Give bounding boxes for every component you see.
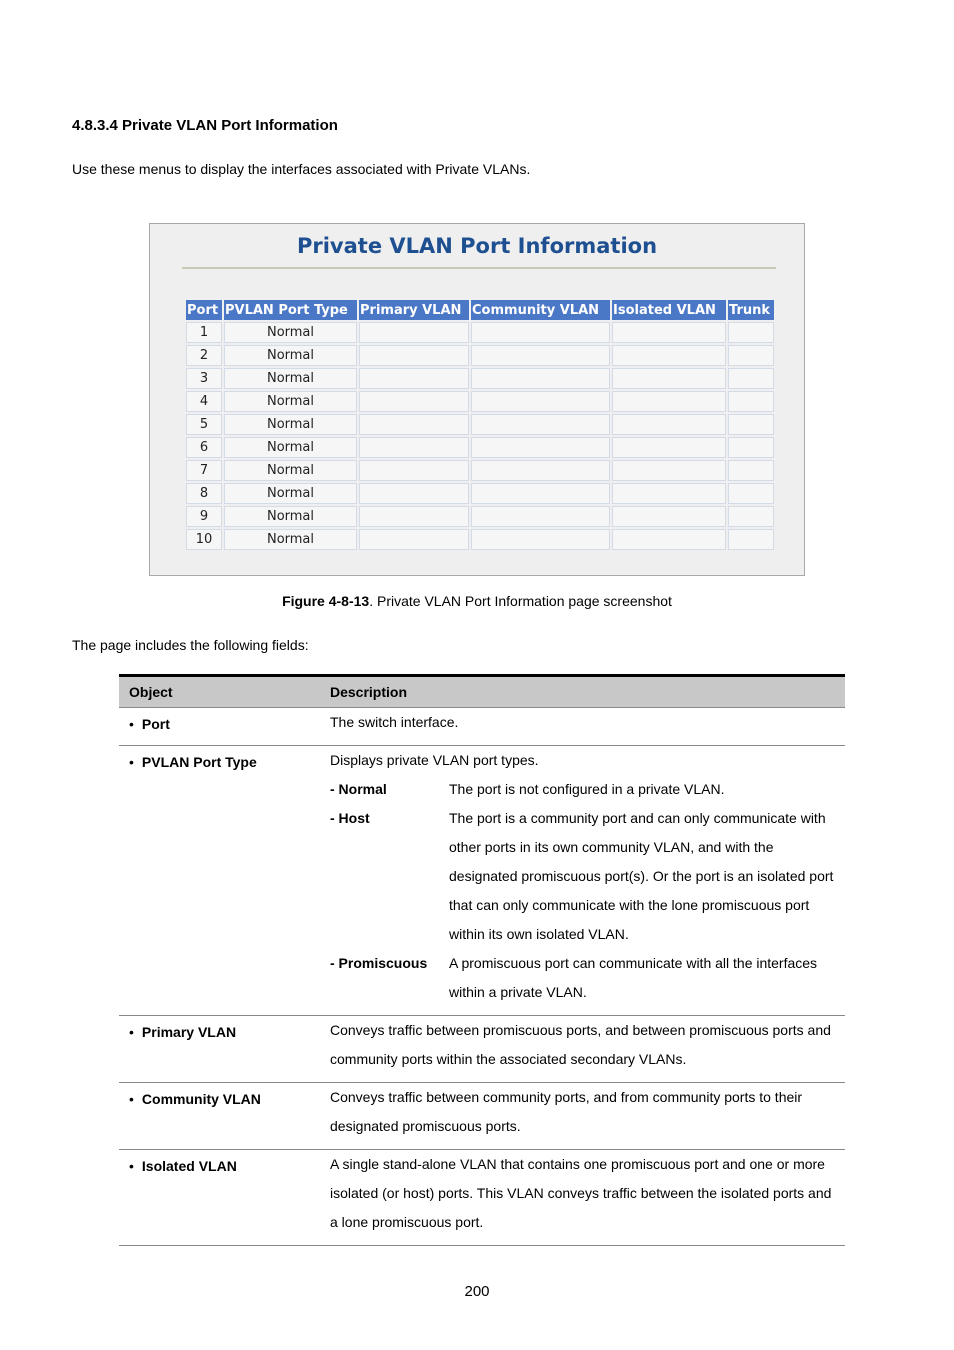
table-cell: 2 [186,345,222,366]
table-cell [471,460,610,481]
screenshot-figure [149,223,805,576]
table-cell [612,529,726,550]
pvlan-port-table [184,298,776,552]
table-cell: 6 [186,437,222,458]
subitem-value: The port is not configured in a private VLAN. [449,781,725,797]
caption-label: Figure 4-8-13 [282,593,370,609]
table-cell: Normal [224,322,357,343]
table-cell [612,322,726,343]
fields-intro: The page includes the following fields: [72,637,309,653]
table-cell: Normal [224,437,357,458]
table-cell: 5 [186,414,222,435]
fields-description-table [119,674,845,1246]
table-cell [359,368,469,389]
subitem-host [330,804,837,949]
table-row [119,746,845,1016]
table-row [186,368,774,389]
table-row [186,460,774,481]
object-port: • Port [119,708,320,746]
table-cell [471,414,610,435]
object-pvlan-port-type: • PVLAN Port Type [119,746,320,1016]
table-row [186,506,774,527]
table-cell [471,345,610,366]
table-cell [612,483,726,504]
table-cell [471,437,610,458]
table-cell [728,391,774,412]
table-cell: 1 [186,322,222,343]
table-row [186,414,774,435]
section-heading: 4.8.3.4 Private VLAN Port Information [72,117,338,134]
table-cell [471,483,610,504]
subitem-key: - Normal [330,781,387,797]
table-cell [359,437,469,458]
table-cell [471,506,610,527]
table-cell [728,437,774,458]
table-cell [359,391,469,412]
table-cell: Normal [224,345,357,366]
table-row [186,391,774,412]
table-row [186,437,774,458]
table-cell [612,506,726,527]
subitem-key: - Host [330,810,370,826]
table-cell [471,391,610,412]
table-cell: 7 [186,460,222,481]
pvlan-header-row [186,300,774,320]
table-cell [612,414,726,435]
table-row [186,322,774,343]
table-cell [471,529,610,550]
col-port: Port [186,300,222,320]
table-cell [728,322,774,343]
table-cell [612,368,726,389]
col-pvlan-port-type: PVLAN Port Type [224,300,357,320]
table-cell: 3 [186,368,222,389]
table-cell [728,345,774,366]
table-row [186,529,774,550]
table-cell: Normal [224,368,357,389]
col-primary-vlan: Primary VLAN [359,300,469,320]
header-object: Object [119,676,320,708]
object-primary-vlan: • Primary VLAN [119,1016,320,1083]
table-cell [359,506,469,527]
subitem-value: The port is a community port and can only communicate with other ports in its own community VLAN, and with the designated promiscuous port(s). Or the port is an isolated port that can only communicate with the lone promiscuous port within its own isolated VLAN. [449,810,834,942]
caption-text: . Private VLAN Port Information page screenshot [369,593,672,609]
page-number: 200 [464,1283,490,1300]
table-cell: Normal [224,529,357,550]
table-row [119,1150,845,1246]
table-row [186,345,774,366]
table-row [119,1016,845,1083]
table-row [119,708,845,746]
table-cell: Normal [224,460,357,481]
table-cell: Normal [224,483,357,504]
table-cell: Normal [224,391,357,412]
table-cell: 10 [186,529,222,550]
col-trunk: Trunk [728,300,774,320]
table-cell [728,414,774,435]
intro-paragraph: Use these menus to display the interfaces associated with Private VLANs. [72,161,531,177]
header-description: Description [320,676,845,708]
table-cell [612,391,726,412]
subitem-key: - Promiscuous [330,955,428,971]
table-cell: 8 [186,483,222,504]
table-cell [728,368,774,389]
table-cell [728,483,774,504]
object-community-vlan: • Community VLAN [119,1083,320,1150]
table-cell [728,460,774,481]
table-cell [359,460,469,481]
subitem-promiscuous [330,949,837,1007]
table-cell: 9 [186,506,222,527]
table-cell [359,529,469,550]
title-divider [182,267,776,269]
table-row [186,483,774,504]
table-cell [359,414,469,435]
figure-caption [0,593,954,609]
col-isolated-vlan: Isolated VLAN [612,300,726,320]
table-cell: 4 [186,391,222,412]
description-port: The switch interface. [330,714,459,730]
table-cell [471,368,610,389]
description-pvlan-port-type: Displays private VLAN port types. [330,752,539,768]
table-cell: Normal [224,414,357,435]
table-cell [359,322,469,343]
table-cell [612,460,726,481]
table-cell [612,345,726,366]
table-cell [471,322,610,343]
table-cell [359,345,469,366]
table-row [119,1083,845,1150]
table-cell: Normal [224,506,357,527]
subitem-normal [330,775,837,804]
screenshot-title: Private VLAN Port Information [296,234,658,258]
object-isolated-vlan: • Isolated VLAN [119,1150,320,1246]
table-cell [728,529,774,550]
description-primary-vlan: Conveys traffic between promiscuous ports, and between promiscuous ports and community ports within the associated secondary VLANs. [330,1022,831,1067]
description-isolated-vlan: A single stand-alone VLAN that contains one promiscuous port and one or more isolated (or host) ports. This VLAN conveys traffic between the isolated ports and a lone promiscuous port. [330,1156,832,1230]
table-cell [728,506,774,527]
col-community-vlan: Community VLAN [471,300,610,320]
subitem-value: A promiscuous port can communicate with all the interfaces within a private VLAN. [449,955,818,1000]
table-cell [359,483,469,504]
table-cell [612,437,726,458]
description-community-vlan: Conveys traffic between community ports, and from community ports to their designated promiscuous ports. [330,1089,803,1134]
